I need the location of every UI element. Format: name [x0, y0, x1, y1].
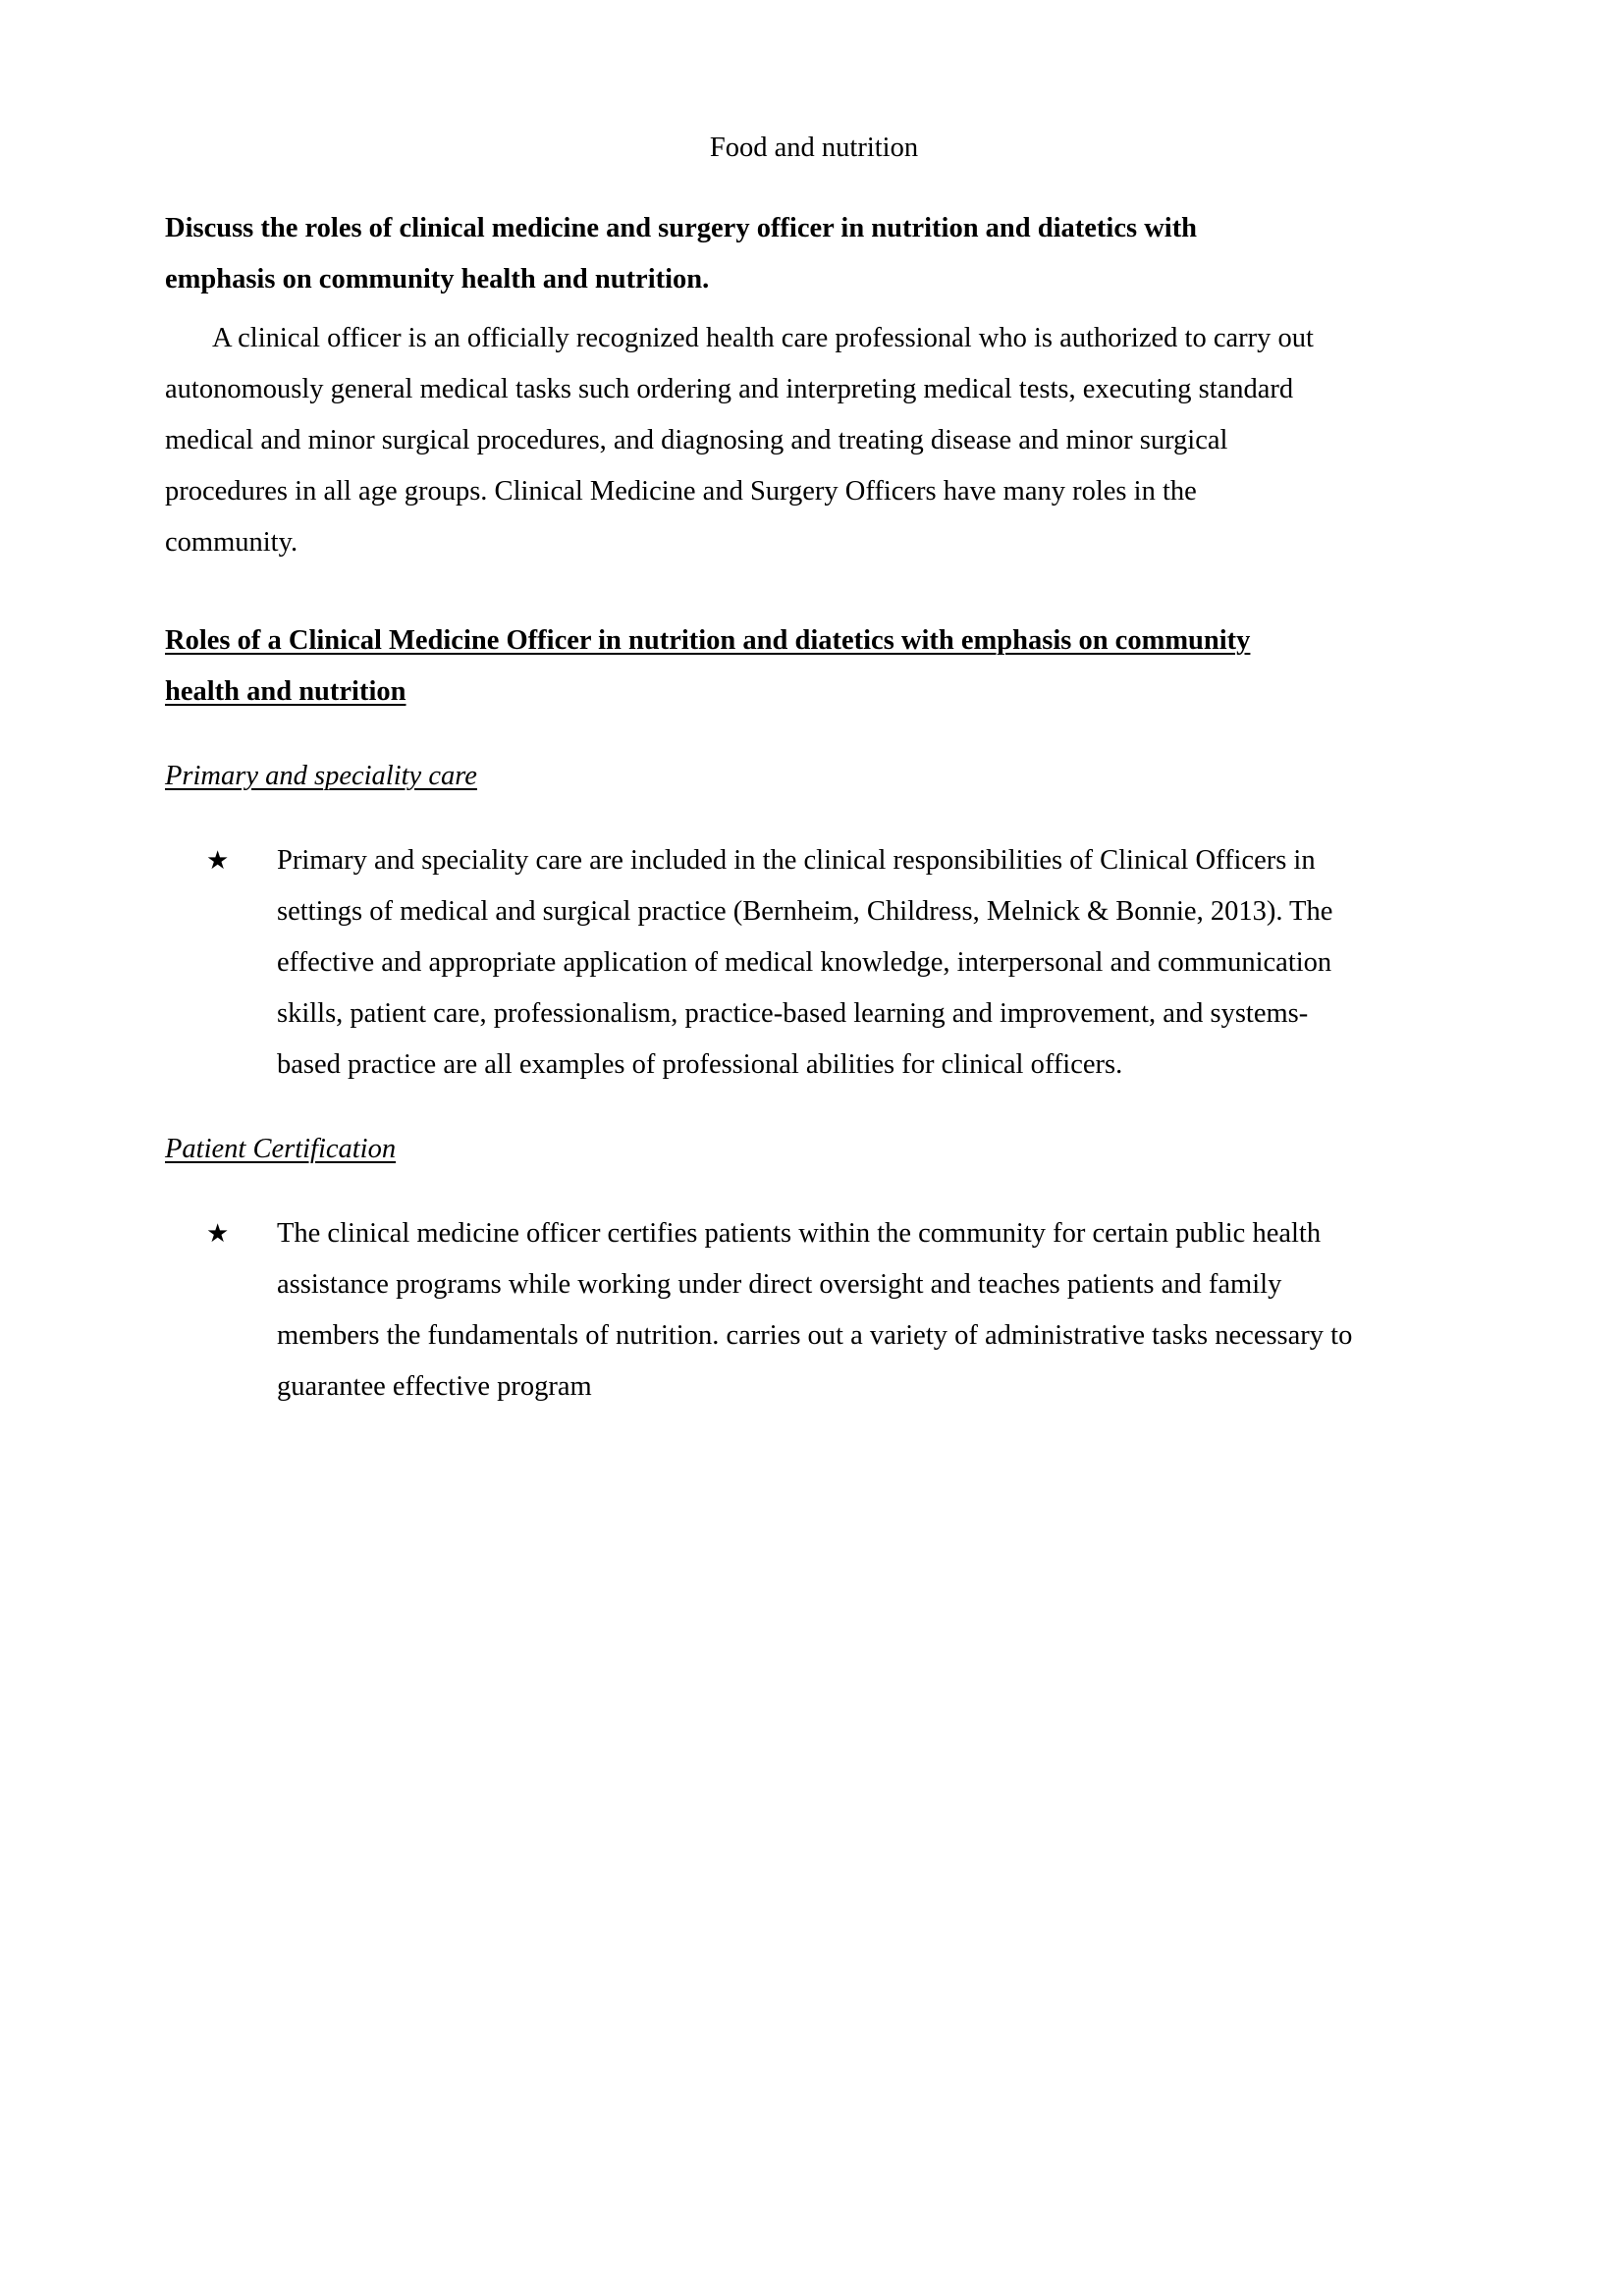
bullet-list-primary-care	[165, 835, 1463, 1091]
list-item-text: The clinical medicine officer certifies patients within the community for certain public health assistance programs while working under direct oversight and teaches patients and family members the fundamentals of nutrition. carries out a variety of administrative tasks necessary to guarantee effective program	[277, 1217, 1353, 1402]
prompt-heading: Discuss the roles of clinical medicine and surgery officer in nutrition and diatetics with emphasis on community health and nutrition.	[165, 212, 1198, 294]
subheading-text: Primary and speciality care	[165, 760, 477, 791]
spacer	[165, 718, 1463, 751]
star-bullet-icon: ★	[206, 1218, 230, 1249]
subheading-text: Patient Certification	[165, 1133, 397, 1164]
spacer	[165, 163, 1463, 171]
list-item-text: Primary and speciality care are included in the clinical responsibilities of Clinical Officers in settings of medical and surgical practice (Bernheim, Childress, Melnick & Bonnie, 2013). The effective and appropriate application of medical knowledge, interpersonal and communication skills, patient care, professionalism, practice-based learning and improvement, and systems-based practice are all examples of professional abilities for clinical officers.	[277, 844, 1333, 1080]
bullet-list-patient-certification	[165, 1208, 1463, 1413]
section-heading-text: Roles of a Clinical Medicine Officer in nutrition and diatetics with emphasis on community health and nutrition	[165, 624, 1251, 707]
list-item	[206, 1208, 1369, 1413]
spacer	[165, 305, 1463, 313]
document-content-column	[165, 0, 1463, 1413]
spacer	[165, 568, 1463, 615]
subheading-primary-and-speciality-care	[165, 751, 1463, 802]
section-heading	[165, 615, 1319, 718]
spacer	[165, 1175, 1463, 1208]
document-title: Food and nutrition	[709, 133, 919, 163]
star-bullet-icon: ★	[206, 845, 230, 876]
subheading-patient-certification	[165, 1124, 1463, 1175]
intro-paragraph-text: A clinical officer is an officially recognized health care professional who is authorized to carry out autonomously general medical tasks such ordering and interpreting medical tests, executing standard medical and minor surgical procedures, and diagnosing and treating disease and minor surgical procedures in all age groups. Clinical Medicine and Surgery Officers have many roles in the community.	[165, 322, 1314, 558]
list-item	[206, 835, 1369, 1091]
spacer	[165, 802, 1463, 835]
spacer	[165, 1091, 1463, 1124]
intro-paragraph	[165, 313, 1319, 568]
